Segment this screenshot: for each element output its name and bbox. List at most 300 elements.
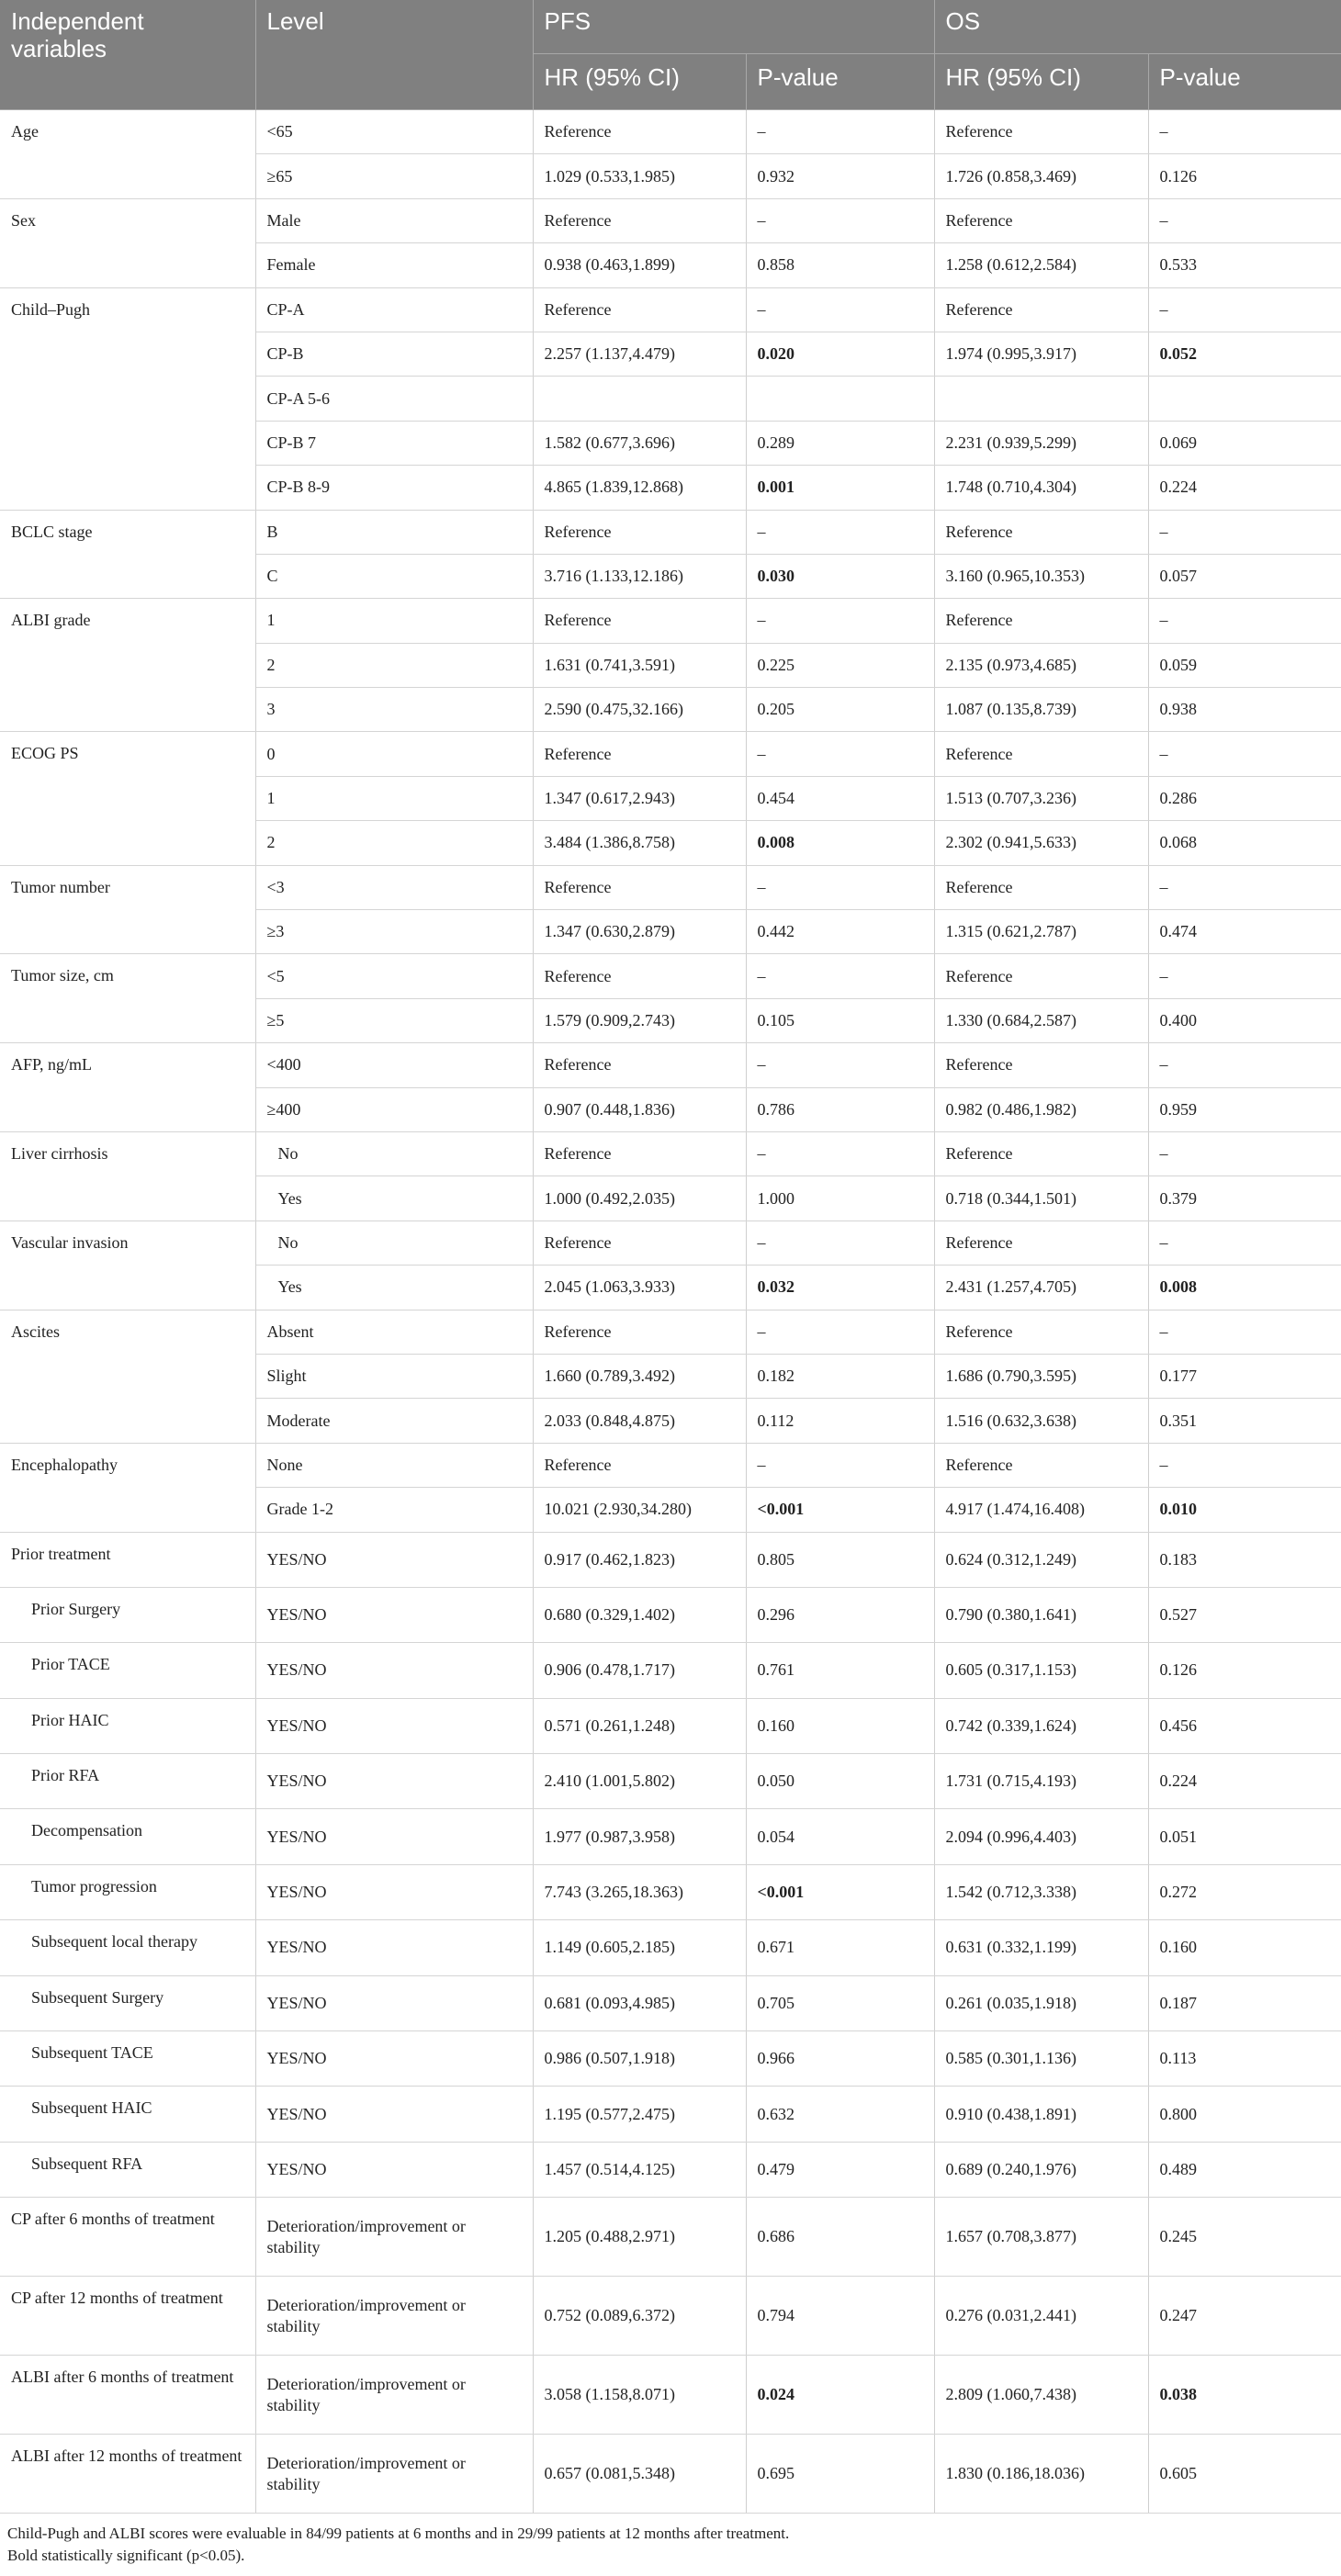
table-row <box>0 599 1341 643</box>
cell-variable: ALBI grade <box>0 599 255 732</box>
cell-variable: Liver cirrhosis <box>0 1131 255 1221</box>
cell-pfs-p <box>746 1266 934 1310</box>
cell-os-hr: Reference <box>934 287 1148 332</box>
cell-level: 3 <box>255 688 533 732</box>
cell-pfs-p: 0.794 <box>746 2277 934 2356</box>
header-pfs: PFS <box>533 0 934 54</box>
cell-pfs-hr: 2.410 (1.001,5.802) <box>533 1754 746 1809</box>
cell-variable: Encephalopathy <box>0 1443 255 1532</box>
cell-variable: CP after 12 months of treatment <box>0 2277 255 2356</box>
significant-p-value: <0.001 <box>757 1883 805 1902</box>
cell-level: Deterioration/improvement or stability <box>255 2435 533 2514</box>
cell-pfs-p: – <box>746 110 934 154</box>
cell-pfs-hr: 1.582 (0.677,3.696) <box>533 421 746 465</box>
table-row <box>0 1310 1341 1354</box>
cell-level: 1 <box>255 599 533 643</box>
cell-os-hr: 1.657 (0.708,3.877) <box>934 2198 1148 2277</box>
cell-os-p: – <box>1148 865 1341 909</box>
cell-os-hr: 0.624 (0.312,1.249) <box>934 1532 1148 1587</box>
cell-os-p: – <box>1148 1310 1341 1354</box>
cell-pfs-p: 1.000 <box>746 1176 934 1221</box>
table-row <box>0 2198 1341 2277</box>
cell-os-hr: 0.718 (0.344,1.501) <box>934 1176 1148 1221</box>
cell-pfs-p: 0.454 <box>746 776 934 820</box>
cell-level: ≥5 <box>255 998 533 1042</box>
cell-os-p: 0.272 <box>1148 1864 1341 1919</box>
cell-pfs-hr: Reference <box>533 599 746 643</box>
cell-os-hr: 0.276 (0.031,2.441) <box>934 2277 1148 2356</box>
cell-os-p: – <box>1148 1221 1341 1265</box>
cell-variable: Subsequent HAIC <box>0 2087 255 2142</box>
cell-os-hr: 1.315 (0.621,2.787) <box>934 910 1148 954</box>
cell-os-hr: Reference <box>934 110 1148 154</box>
cell-os-p: 0.800 <box>1148 2087 1341 2142</box>
cell-level: Slight <box>255 1354 533 1398</box>
table-row <box>0 2356 1341 2435</box>
cell-pfs-hr: 3.716 (1.133,12.186) <box>533 554 746 598</box>
table-row <box>0 1754 1341 1809</box>
cell-os-hr: Reference <box>934 198 1148 242</box>
cell-variable: Tumor size, cm <box>0 954 255 1043</box>
significant-p-value: 0.038 <box>1159 2385 1198 2404</box>
cell-os-p: 0.183 <box>1148 1532 1341 1587</box>
table-body <box>0 110 1341 2514</box>
table-row <box>0 1975 1341 2030</box>
cell-os-p: – <box>1148 198 1341 242</box>
cell-pfs-hr: 2.033 (0.848,4.875) <box>533 1399 746 1443</box>
cell-pfs-hr: 1.195 (0.577,2.475) <box>533 2087 746 2142</box>
cell-os-p: 0.126 <box>1148 154 1341 198</box>
header-independent-variables: Independent variables <box>0 0 255 110</box>
cell-pfs-hr: Reference <box>533 198 746 242</box>
cell-level: 1 <box>255 776 533 820</box>
cell-level: YES/NO <box>255 1920 533 1975</box>
cell-pfs-hr: 2.045 (1.063,3.933) <box>533 1266 746 1310</box>
cell-os-p <box>1148 377 1341 421</box>
header-level: Level <box>255 0 533 110</box>
cell-variable: Sex <box>0 198 255 287</box>
cell-os-p <box>1148 332 1341 376</box>
cell-variable: ALBI after 6 months of treatment <box>0 2356 255 2435</box>
cell-variable: Subsequent Surgery <box>0 1975 255 2030</box>
cell-os-p: 0.224 <box>1148 466 1341 510</box>
table-row <box>0 287 1341 332</box>
significant-p-value: 0.032 <box>757 1277 794 1297</box>
cell-level: CP-A 5-6 <box>255 377 533 421</box>
cell-pfs-hr: 0.681 (0.093,4.985) <box>533 1975 746 2030</box>
cell-variable: Prior HAIC <box>0 1698 255 1753</box>
cell-pfs-hr: 1.347 (0.630,2.879) <box>533 910 746 954</box>
header-os-hr: HR (95% CI) <box>934 54 1148 110</box>
cell-os-p: 0.351 <box>1148 1399 1341 1443</box>
cell-os-p: 0.959 <box>1148 1087 1341 1131</box>
cell-pfs-p: 0.686 <box>746 2198 934 2277</box>
table-row <box>0 2031 1341 2087</box>
cell-os-p: – <box>1148 1131 1341 1176</box>
cell-pfs-hr: 3.484 (1.386,8.758) <box>533 821 746 865</box>
cell-os-p <box>1148 2356 1341 2435</box>
cell-os-p: – <box>1148 510 1341 554</box>
cell-os-hr: Reference <box>934 599 1148 643</box>
table-row <box>0 1698 1341 1753</box>
cell-pfs-p: 0.966 <box>746 2031 934 2087</box>
cell-pfs-hr: 10.021 (2.930,34.280) <box>533 1488 746 1532</box>
cell-os-p: 0.605 <box>1148 2435 1341 2514</box>
cell-level: YES/NO <box>255 2031 533 2087</box>
cell-os-hr: 1.330 (0.684,2.587) <box>934 998 1148 1042</box>
significant-p-value: <0.001 <box>757 1500 805 1519</box>
cell-os-p: 0.068 <box>1148 821 1341 865</box>
cell-pfs-p: – <box>746 732 934 776</box>
cell-os-hr: Reference <box>934 510 1148 554</box>
cell-os-hr: 0.982 (0.486,1.982) <box>934 1087 1148 1131</box>
table-row <box>0 2142 1341 2197</box>
cell-os-hr: 0.689 (0.240,1.976) <box>934 2142 1148 2197</box>
table-row <box>0 1587 1341 1642</box>
cell-pfs-p <box>746 1488 934 1532</box>
cell-pfs-p: – <box>746 1221 934 1265</box>
cell-os-hr: 1.748 (0.710,4.304) <box>934 466 1148 510</box>
cell-os-hr: Reference <box>934 1043 1148 1087</box>
cell-os-hr: 0.261 (0.035,1.918) <box>934 1975 1148 2030</box>
cell-pfs-hr: 1.000 (0.492,2.035) <box>533 1176 746 1221</box>
significant-p-value: 0.010 <box>1159 1500 1198 1519</box>
cell-level: YES/NO <box>255 1864 533 1919</box>
cell-level: CP-A <box>255 287 533 332</box>
cell-level: <5 <box>255 954 533 998</box>
significant-p-value: 0.024 <box>757 2385 794 2404</box>
cell-pfs-hr: 7.743 (3.265,18.363) <box>533 1864 746 1919</box>
cell-pfs-hr: 1.579 (0.909,2.743) <box>533 998 746 1042</box>
cell-pfs-hr: Reference <box>533 287 746 332</box>
cell-pfs-p <box>746 377 934 421</box>
cell-pfs-hr: 0.680 (0.329,1.402) <box>533 1587 746 1642</box>
cell-pfs-hr: Reference <box>533 110 746 154</box>
cell-pfs-hr: 1.149 (0.605,2.185) <box>533 1920 746 1975</box>
table-footnote <box>0 2514 1341 2576</box>
header-pfs-hr: HR (95% CI) <box>533 54 746 110</box>
table-header <box>0 0 1341 110</box>
cell-os-hr: Reference <box>934 1221 1148 1265</box>
cell-level: Male <box>255 198 533 242</box>
cell-pfs-hr: 0.571 (0.261,1.248) <box>533 1698 746 1753</box>
significant-p-value: 0.020 <box>757 344 794 364</box>
cell-os-hr: 1.726 (0.858,3.469) <box>934 154 1148 198</box>
cell-pfs-hr: Reference <box>533 510 746 554</box>
cell-level: 2 <box>255 821 533 865</box>
cell-os-hr: 0.742 (0.339,1.624) <box>934 1698 1148 1753</box>
table-row <box>0 954 1341 998</box>
cell-os-p: 0.400 <box>1148 998 1341 1042</box>
cell-os-hr: 2.231 (0.939,5.299) <box>934 421 1148 465</box>
cell-os-hr: 1.731 (0.715,4.193) <box>934 1754 1148 1809</box>
cell-pfs-p: 0.695 <box>746 2435 934 2514</box>
significant-p-value: 0.008 <box>1159 1277 1198 1297</box>
cell-pfs-p: 0.761 <box>746 1643 934 1698</box>
cell-pfs-p: – <box>746 1310 934 1354</box>
footnote-bold-legend: Bold statistically significant (p<0.05). <box>7 2547 245 2565</box>
cell-level: <400 <box>255 1043 533 1087</box>
significant-p-value: 0.030 <box>757 567 794 586</box>
cell-os-p: – <box>1148 954 1341 998</box>
cell-level: 0 <box>255 732 533 776</box>
cell-pfs-p <box>746 821 934 865</box>
cell-level: <3 <box>255 865 533 909</box>
cell-level: <65 <box>255 110 533 154</box>
cell-pfs-hr: 2.257 (1.137,4.479) <box>533 332 746 376</box>
cell-os-hr <box>934 377 1148 421</box>
cell-variable: Prior TACE <box>0 1643 255 1698</box>
cell-pfs-hr: Reference <box>533 1310 746 1354</box>
cell-level: ≥65 <box>255 154 533 198</box>
cell-pfs-p: 0.858 <box>746 243 934 287</box>
cell-pfs-hr: 1.347 (0.617,2.943) <box>533 776 746 820</box>
cell-os-hr: 1.516 (0.632,3.638) <box>934 1399 1148 1443</box>
cell-variable: ALBI after 12 months of treatment <box>0 2435 255 2514</box>
cell-pfs-hr: Reference <box>533 865 746 909</box>
cell-os-hr: 0.910 (0.438,1.891) <box>934 2087 1148 2142</box>
cell-pfs-hr: 0.917 (0.462,1.823) <box>533 1532 746 1587</box>
cell-os-hr: 3.160 (0.965,10.353) <box>934 554 1148 598</box>
table-row <box>0 1131 1341 1176</box>
cell-os-p: 0.224 <box>1148 1754 1341 1809</box>
cell-os-p: 0.474 <box>1148 910 1341 954</box>
cell-os-hr: 1.686 (0.790,3.595) <box>934 1354 1148 1398</box>
cell-level: Female <box>255 243 533 287</box>
cell-os-hr: 0.585 (0.301,1.136) <box>934 2031 1148 2087</box>
cell-variable: Subsequent TACE <box>0 2031 255 2087</box>
cell-os-hr: 1.542 (0.712,3.338) <box>934 1864 1148 1919</box>
cell-variable: Tumor number <box>0 865 255 954</box>
cell-pfs-p <box>746 466 934 510</box>
cell-os-hr: 2.809 (1.060,7.438) <box>934 2356 1148 2435</box>
cell-pfs-hr: 0.657 (0.081,5.348) <box>533 2435 746 2514</box>
cell-level: Deterioration/improvement or stability <box>255 2277 533 2356</box>
cell-os-p: – <box>1148 732 1341 776</box>
cell-pfs-hr: 1.660 (0.789,3.492) <box>533 1354 746 1398</box>
cell-pfs-p: 0.479 <box>746 2142 934 2197</box>
cell-variable: CP after 6 months of treatment <box>0 2198 255 2277</box>
cell-os-hr: Reference <box>934 865 1148 909</box>
cell-pfs-p: 0.054 <box>746 1809 934 1864</box>
cell-pfs-p <box>746 554 934 598</box>
table-row <box>0 1443 1341 1487</box>
cell-pfs-p: 0.442 <box>746 910 934 954</box>
table-row <box>0 110 1341 154</box>
cell-pfs-p: 0.296 <box>746 1587 934 1642</box>
cell-level: Moderate <box>255 1399 533 1443</box>
cell-os-p <box>1148 1488 1341 1532</box>
cell-os-p: 0.489 <box>1148 2142 1341 2197</box>
cell-pfs-hr: Reference <box>533 732 746 776</box>
table-row <box>0 1920 1341 1975</box>
cell-level: CP-B <box>255 332 533 376</box>
cell-os-p: 0.057 <box>1148 554 1341 598</box>
cell-variable: Vascular invasion <box>0 1221 255 1310</box>
significant-p-value: 0.008 <box>757 833 794 852</box>
cell-pfs-hr: Reference <box>533 954 746 998</box>
cell-os-p: – <box>1148 110 1341 154</box>
cell-os-hr: 4.917 (1.474,16.408) <box>934 1488 1148 1532</box>
cell-os-p: 0.938 <box>1148 688 1341 732</box>
cell-pfs-p: 0.225 <box>746 643 934 687</box>
cell-level: No <box>255 1221 533 1265</box>
cell-os-hr: 2.431 (1.257,4.705) <box>934 1266 1148 1310</box>
cell-variable: Prior Surgery <box>0 1587 255 1642</box>
cell-pfs-hr: 0.938 (0.463,1.899) <box>533 243 746 287</box>
cell-os-hr: 2.302 (0.941,5.633) <box>934 821 1148 865</box>
cell-os-hr: 2.135 (0.973,4.685) <box>934 643 1148 687</box>
cell-os-hr: 1.513 (0.707,3.236) <box>934 776 1148 820</box>
cell-level: Deterioration/improvement or stability <box>255 2356 533 2435</box>
cell-os-hr: 2.094 (0.996,4.403) <box>934 1809 1148 1864</box>
cell-pfs-p: 0.671 <box>746 1920 934 1975</box>
table-row <box>0 2277 1341 2356</box>
cell-level: 2 <box>255 643 533 687</box>
cell-level: CP-B 7 <box>255 421 533 465</box>
cell-os-p: 0.069 <box>1148 421 1341 465</box>
cell-variable: ECOG PS <box>0 732 255 865</box>
cell-os-hr: 0.790 (0.380,1.641) <box>934 1587 1148 1642</box>
cell-pfs-hr <box>533 377 746 421</box>
cell-pfs-p: 0.050 <box>746 1754 934 1809</box>
cell-pfs-p: 0.705 <box>746 1975 934 2030</box>
cell-pfs-hr: 1.977 (0.987,3.958) <box>533 1809 746 1864</box>
cell-variable: Age <box>0 110 255 199</box>
cell-variable: Tumor progression <box>0 1864 255 1919</box>
cell-os-p: 0.245 <box>1148 2198 1341 2277</box>
cell-os-hr: 1.974 (0.995,3.917) <box>934 332 1148 376</box>
cell-os-p: 0.456 <box>1148 1698 1341 1753</box>
cell-os-p <box>1148 1266 1341 1310</box>
cell-os-hr: Reference <box>934 954 1148 998</box>
cell-level: Absent <box>255 1310 533 1354</box>
cell-pfs-hr: Reference <box>533 1221 746 1265</box>
cell-level: B <box>255 510 533 554</box>
cell-pfs-hr: 1.631 (0.741,3.591) <box>533 643 746 687</box>
cell-level: No <box>255 1131 533 1176</box>
cell-os-p: 0.059 <box>1148 643 1341 687</box>
cell-pfs-p: – <box>746 198 934 242</box>
cell-os-p: 0.187 <box>1148 1975 1341 2030</box>
cell-os-p: – <box>1148 1443 1341 1487</box>
cell-pfs-p: 0.160 <box>746 1698 934 1753</box>
cell-pfs-p: 0.289 <box>746 421 934 465</box>
cell-pfs-p: 0.632 <box>746 2087 934 2142</box>
cell-pfs-hr: Reference <box>533 1043 746 1087</box>
cell-pfs-p <box>746 1864 934 1919</box>
cell-level: YES/NO <box>255 2087 533 2142</box>
table-row <box>0 732 1341 776</box>
cell-os-hr: Reference <box>934 1131 1148 1176</box>
cell-os-hr: Reference <box>934 1443 1148 1487</box>
cell-level: YES/NO <box>255 1809 533 1864</box>
table-row <box>0 1043 1341 1087</box>
cell-os-p: – <box>1148 287 1341 332</box>
significant-p-value: 0.001 <box>757 478 794 497</box>
cell-pfs-hr: 3.058 (1.158,8.071) <box>533 2356 746 2435</box>
cell-pfs-p: – <box>746 510 934 554</box>
cell-pfs-hr: 4.865 (1.839,12.868) <box>533 466 746 510</box>
cell-level: YES/NO <box>255 1643 533 1698</box>
cell-os-hr: 0.631 (0.332,1.199) <box>934 1920 1148 1975</box>
cell-pfs-hr: 1.029 (0.533,1.985) <box>533 154 746 198</box>
cell-pfs-p: – <box>746 865 934 909</box>
cell-os-hr: 1.258 (0.612,2.584) <box>934 243 1148 287</box>
cell-level: Yes <box>255 1266 533 1310</box>
header-os-p: P-value <box>1148 54 1341 110</box>
cell-pfs-p: – <box>746 599 934 643</box>
header-pfs-p: P-value <box>746 54 934 110</box>
significant-p-value: 0.052 <box>1159 344 1198 364</box>
cell-os-hr: 0.605 (0.317,1.153) <box>934 1643 1148 1698</box>
cell-level: CP-B 8-9 <box>255 466 533 510</box>
cell-pfs-hr: 0.752 (0.089,6.372) <box>533 2277 746 2356</box>
table-row <box>0 1221 1341 1265</box>
cell-os-p: 0.051 <box>1148 1809 1341 1864</box>
cell-pfs-hr: 0.906 (0.478,1.717) <box>533 1643 746 1698</box>
cell-pfs-p <box>746 2356 934 2435</box>
cell-pfs-p: 0.112 <box>746 1399 934 1443</box>
cell-os-p: – <box>1148 1043 1341 1087</box>
table-row <box>0 1643 1341 1698</box>
cell-variable: Child–Pugh <box>0 287 255 510</box>
cell-pfs-hr: 1.205 (0.488,2.971) <box>533 2198 746 2277</box>
cell-os-p: 0.113 <box>1148 2031 1341 2087</box>
cell-level: YES/NO <box>255 2142 533 2197</box>
cell-level: None <box>255 1443 533 1487</box>
cell-level: ≥3 <box>255 910 533 954</box>
table-row <box>0 1809 1341 1864</box>
cell-level: YES/NO <box>255 1698 533 1753</box>
cell-variable: Ascites <box>0 1310 255 1443</box>
cell-pfs-p <box>746 332 934 376</box>
table-row <box>0 1864 1341 1919</box>
table-row <box>0 2435 1341 2514</box>
cell-pfs-p: 0.786 <box>746 1087 934 1131</box>
cell-pfs-hr: 0.907 (0.448,1.836) <box>533 1087 746 1131</box>
cell-pfs-p: 0.105 <box>746 998 934 1042</box>
cell-os-p: 0.247 <box>1148 2277 1341 2356</box>
cell-pfs-hr: 0.986 (0.507,1.918) <box>533 2031 746 2087</box>
cell-os-p: – <box>1148 599 1341 643</box>
cell-os-p: 0.126 <box>1148 1643 1341 1698</box>
cell-pfs-hr: Reference <box>533 1443 746 1487</box>
cell-pfs-p: – <box>746 1443 934 1487</box>
cell-pfs-p: – <box>746 1043 934 1087</box>
table-row <box>0 198 1341 242</box>
cell-pfs-hr: 1.457 (0.514,4.125) <box>533 2142 746 2197</box>
cell-level: Yes <box>255 1176 533 1221</box>
cell-pfs-p: – <box>746 1131 934 1176</box>
cell-level: YES/NO <box>255 1532 533 1587</box>
cell-pfs-p: – <box>746 287 934 332</box>
cell-level: ≥400 <box>255 1087 533 1131</box>
cell-os-p: 0.533 <box>1148 243 1341 287</box>
cell-os-hr: Reference <box>934 732 1148 776</box>
cell-level: YES/NO <box>255 1975 533 2030</box>
cell-level: C <box>255 554 533 598</box>
cell-variable: Prior RFA <box>0 1754 255 1809</box>
cell-variable: Prior treatment <box>0 1532 255 1587</box>
cell-pfs-hr: Reference <box>533 1131 746 1176</box>
cell-os-hr: 1.087 (0.135,8.739) <box>934 688 1148 732</box>
cell-variable: BCLC stage <box>0 510 255 599</box>
cell-level: Deterioration/improvement or stability <box>255 2198 533 2277</box>
cell-variable: Subsequent RFA <box>0 2142 255 2197</box>
cell-os-p: 0.286 <box>1148 776 1341 820</box>
cell-pfs-hr: 2.590 (0.475,32.166) <box>533 688 746 732</box>
